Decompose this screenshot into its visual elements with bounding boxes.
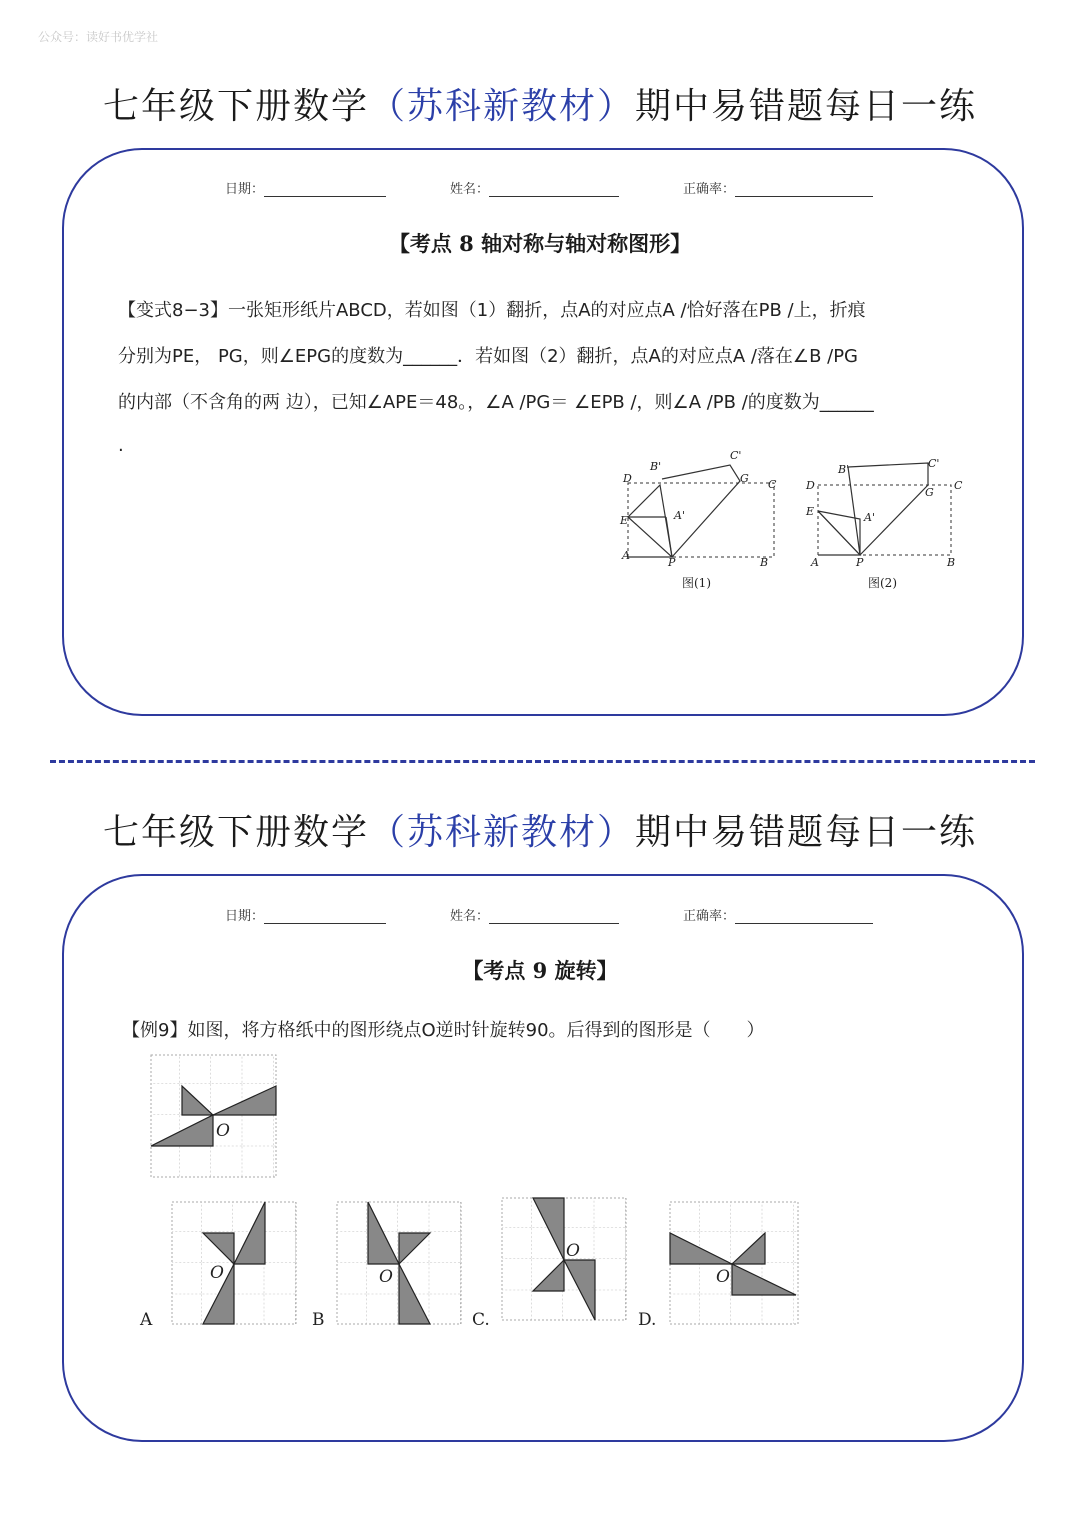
page-title-2: 七年级下册数学（苏科新教材）期中易错题每日一练 xyxy=(102,812,978,853)
origin-label: O xyxy=(379,1267,393,1287)
label-E-1: E xyxy=(620,514,629,527)
option-d-label[interactable]: D. xyxy=(638,1310,657,1330)
question-line: 分别为PE， PG，则∠EPG的度数为______．若如图（2）翻折，点A的对应点A /落在∠B /PG xyxy=(118,346,859,367)
name-field-1[interactable]: 姓名： xyxy=(450,178,619,197)
label-G-1: G xyxy=(740,472,749,485)
label-B-prime-1: B' xyxy=(650,460,662,473)
label-D-1: D xyxy=(623,472,632,485)
topic-heading-1: 【考点 8 轴对称与轴对称图形】 xyxy=(388,231,692,256)
label-A-prime-1: A' xyxy=(674,509,685,522)
label-D-2: D xyxy=(806,479,815,492)
option-d-figure[interactable] xyxy=(668,1200,800,1328)
section-divider xyxy=(50,760,1035,763)
label-C-prime-1: C' xyxy=(730,449,742,462)
date-field-2[interactable]: 日期： xyxy=(225,905,386,924)
option-c-figure[interactable] xyxy=(500,1196,628,1324)
label-A-1: A xyxy=(622,549,630,562)
label-P-2: P xyxy=(856,556,864,569)
option-b-label[interactable]: B xyxy=(312,1310,325,1330)
figure-caption-2: 图(2) xyxy=(868,576,897,590)
watermark: 公众号：读好书优学社 xyxy=(38,30,159,44)
date-field-1[interactable]: 日期： xyxy=(225,178,386,197)
question-line: 的内部（不含角的两 边），已知∠APE＝48。，∠A /PG＝ ∠EPB /，则∠A /PB /的度数为______ xyxy=(118,392,874,413)
original-grid-figure xyxy=(148,1052,280,1180)
label-P-1: P xyxy=(668,556,676,569)
origin-label: O xyxy=(716,1267,730,1287)
label-A-prime-2: A' xyxy=(864,511,875,524)
option-a-label[interactable]: A xyxy=(140,1310,153,1330)
page-title-1: 七年级下册数学（苏科新教材）期中易错题每日一练 xyxy=(102,86,978,127)
fold-figure-1 xyxy=(628,465,774,557)
label-C-2: C xyxy=(954,479,963,492)
option-b-figure[interactable] xyxy=(335,1200,463,1328)
fold-figures xyxy=(610,445,980,600)
label-C-1: C xyxy=(768,478,777,491)
label-G-2: G xyxy=(925,486,934,499)
fold-figure-2 xyxy=(818,463,951,555)
label-E-2: E xyxy=(806,505,815,518)
origin-label: O xyxy=(210,1263,224,1283)
topic-heading-2: 【考点 9 旋转】 xyxy=(462,958,618,983)
label-A-2: A xyxy=(811,556,819,569)
question-text-2: 【例9】如图，将方格纸中的图形绕点O逆时针旋转90。后得到的图形是（ ） xyxy=(122,1020,765,1041)
figure-caption-1: 图(1) xyxy=(682,576,711,590)
label-B-1: B xyxy=(760,556,769,569)
option-c-label[interactable]: C. xyxy=(472,1310,490,1330)
origin-label: O xyxy=(566,1241,580,1261)
accuracy-field-2[interactable]: 正确率： xyxy=(683,905,873,924)
label-B-prime-2: B' xyxy=(838,463,850,476)
question-line: . xyxy=(118,435,124,456)
question-text-1 xyxy=(118,288,998,466)
label-B-2: B xyxy=(947,556,956,569)
accuracy-field-1[interactable]: 正确率： xyxy=(683,178,873,197)
option-a-figure[interactable] xyxy=(170,1200,298,1328)
label-C-prime-2: C' xyxy=(928,457,940,470)
name-field-2[interactable]: 姓名： xyxy=(450,905,619,924)
origin-label: O xyxy=(216,1121,230,1141)
question-line: 【变式8−3】一张矩形纸片ABCD，若如图（1）翻折，点A的对应点A /恰好落在PB /上，折痕 xyxy=(118,300,866,321)
